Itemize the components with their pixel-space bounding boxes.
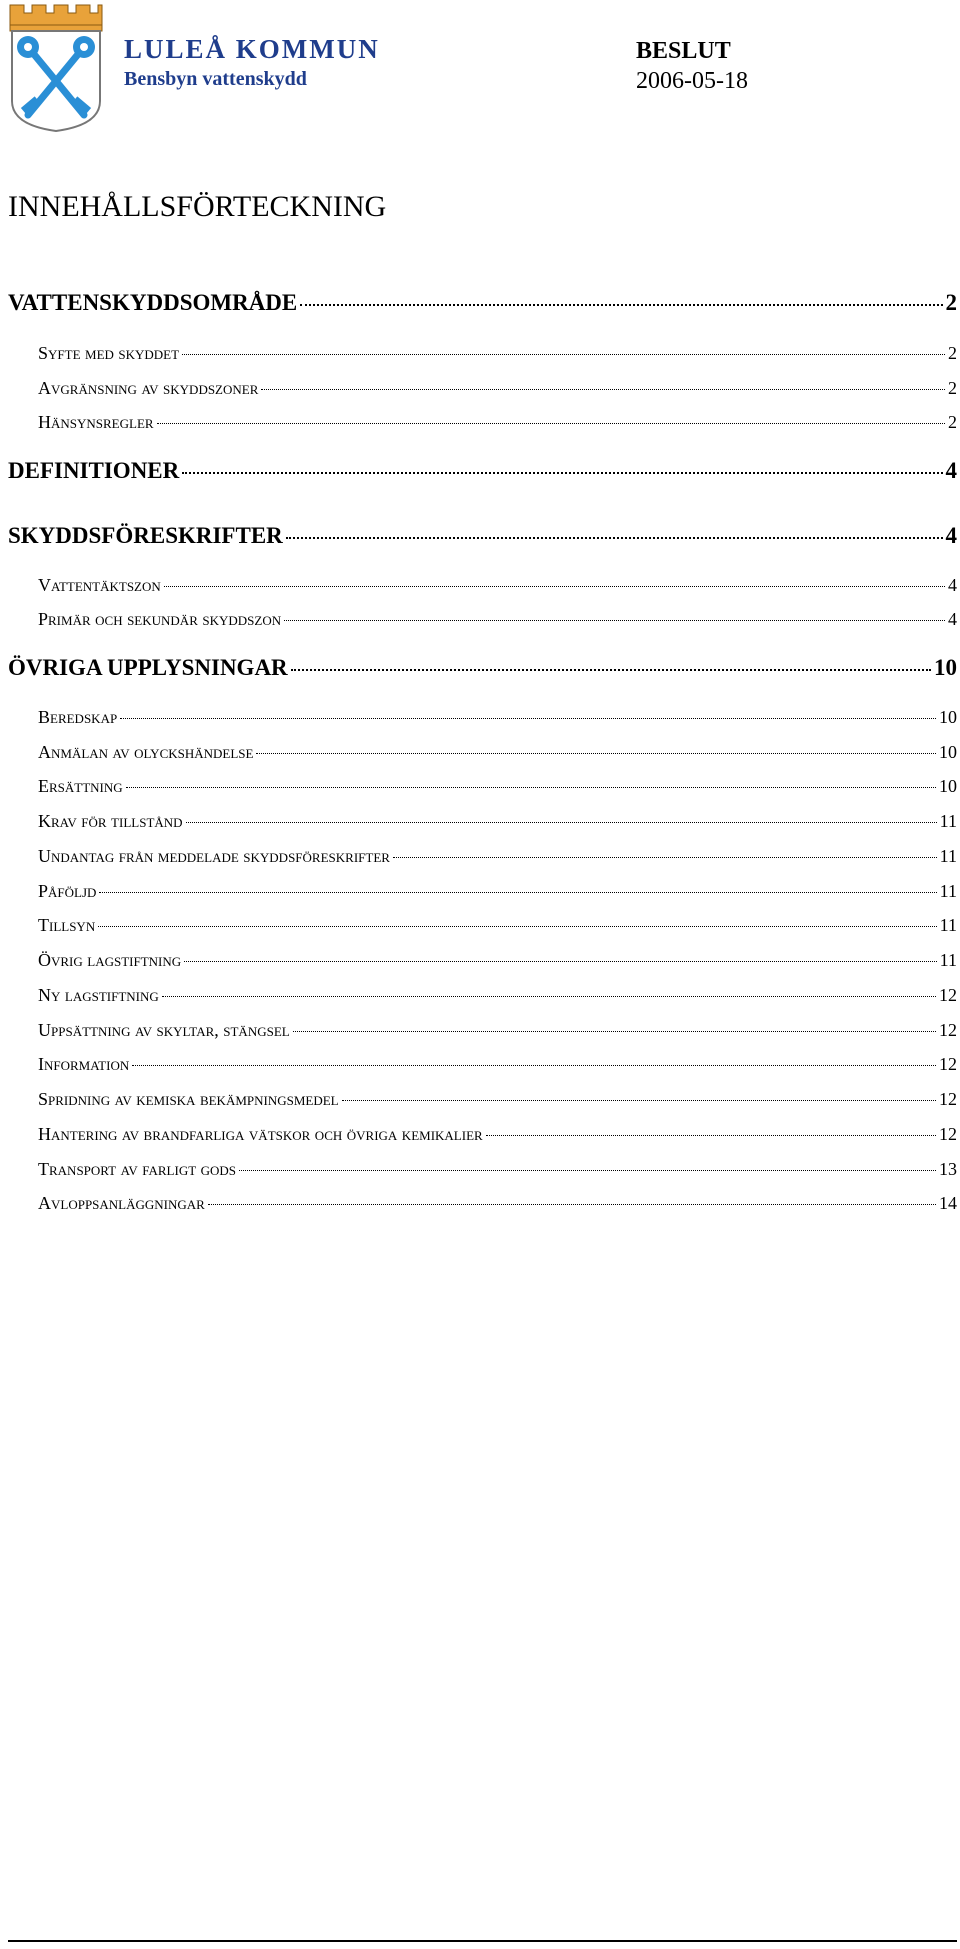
toc-entry-title: Tillsyn — [38, 915, 96, 935]
toc-heading: INNEHÅLLSFÖRTECKNING — [8, 190, 387, 223]
toc-entry[interactable] — [38, 846, 957, 867]
toc-entry-title: Övrig lagstiftning — [38, 950, 182, 970]
toc-entry-page: 11 — [939, 846, 957, 866]
toc-leader — [300, 304, 942, 306]
toc-entry-title: Syfte med skyddet — [38, 343, 180, 363]
toc-entry-title: Vattentäktszon — [38, 575, 161, 595]
toc-entry-page: 10 — [934, 655, 957, 680]
toc-leader — [164, 586, 945, 587]
toc-entry[interactable] — [8, 290, 957, 316]
toc-entry-title: Hantering av brandfarliga vätskor och övriga kemikalier — [38, 1124, 483, 1144]
toc-entry-page: 4 — [945, 523, 957, 548]
toc-leader — [284, 620, 945, 621]
toc-entry-page: 11 — [939, 950, 957, 970]
document-date: 2006-05-18 — [636, 68, 748, 94]
toc-entry-title: Beredskap — [38, 707, 118, 727]
toc-entry[interactable] — [38, 575, 957, 596]
toc-entry[interactable] — [8, 655, 957, 681]
toc-entry-title: Ny lagstiftning — [38, 985, 159, 1005]
toc-leader — [182, 472, 942, 474]
toc-entry-title: Transport av farligt gods — [38, 1159, 237, 1179]
toc-entry-title: VATTENSKYDDSOMRÅDE — [8, 290, 298, 315]
toc-leader — [98, 926, 936, 927]
toc-entry[interactable] — [38, 1124, 957, 1145]
toc-leader — [120, 718, 936, 719]
toc-entry-page: 2 — [945, 290, 957, 315]
toc-entry[interactable] — [38, 742, 957, 763]
toc-entry-page: 12 — [939, 1020, 957, 1040]
lulea-coat-of-arms-icon — [8, 3, 104, 133]
toc-entry-page: 12 — [939, 985, 957, 1005]
toc-leader — [486, 1135, 936, 1136]
toc-entry-page: 11 — [939, 915, 957, 935]
toc-entry[interactable] — [8, 458, 957, 484]
toc-leader — [132, 1065, 936, 1066]
toc-leader — [261, 389, 945, 390]
toc-entry-page: 14 — [939, 1193, 957, 1213]
toc-leader — [293, 1031, 936, 1032]
toc-entry-title: Uppsättning av skyltar, stängsel — [38, 1020, 290, 1040]
toc-leader — [239, 1170, 936, 1171]
toc-entry-page: 10 — [939, 776, 957, 796]
toc-entry-page: 10 — [939, 707, 957, 727]
toc-entry[interactable] — [38, 776, 957, 797]
toc-entry-page: 2 — [948, 378, 957, 398]
toc-entry[interactable] — [38, 985, 957, 1006]
toc-leader — [208, 1204, 936, 1205]
toc-entry-title: Primär och sekundär skyddszon — [38, 609, 282, 629]
toc-entry-title: DEFINITIONER — [8, 458, 180, 483]
toc-leader — [186, 822, 937, 823]
toc-entry-page: 2 — [948, 412, 957, 432]
toc-entry-title: Påföljd — [38, 881, 97, 901]
toc-leader — [182, 354, 945, 355]
toc-entry[interactable] — [38, 915, 957, 936]
toc-entry-title: Avgränsning av skyddszoner — [38, 378, 259, 398]
document-type: BESLUT — [636, 38, 731, 64]
toc-entry-page: 4 — [948, 575, 957, 595]
toc-leader — [393, 857, 937, 858]
toc-entry[interactable] — [38, 950, 957, 971]
toc-entry-title: Avloppsanläggningar — [38, 1193, 205, 1213]
toc-entry-page: 12 — [939, 1089, 957, 1109]
toc-entry-page: 12 — [939, 1054, 957, 1074]
toc-entry-page: 11 — [939, 881, 957, 901]
toc-entry[interactable] — [38, 609, 957, 630]
toc-entry-title: Anmälan av olyckshändelse — [38, 742, 254, 762]
toc-leader — [99, 892, 936, 893]
toc-entry[interactable] — [38, 343, 957, 364]
toc-leader — [184, 961, 936, 962]
toc-entry[interactable] — [38, 378, 957, 399]
toc-entry[interactable] — [38, 1054, 957, 1075]
toc-entry-title: SKYDDSFÖRESKRIFTER — [8, 523, 283, 548]
toc-leader — [157, 423, 945, 424]
toc-entry-page: 4 — [948, 609, 957, 629]
document-subtitle: Bensbyn vattenskydd — [124, 68, 307, 90]
toc-entry-page: 10 — [939, 742, 957, 762]
toc-entry-title: Information — [38, 1054, 130, 1074]
toc-entry[interactable] — [38, 1089, 957, 1110]
toc-entry-title: Ersättning — [38, 776, 123, 796]
toc-entry-page: 13 — [939, 1159, 957, 1179]
toc-leader — [256, 753, 936, 754]
toc-leader — [342, 1100, 936, 1101]
toc-entry-page: 11 — [939, 811, 957, 831]
toc-entry-page: 4 — [945, 458, 957, 483]
toc-entry[interactable] — [38, 1159, 957, 1180]
footer-divider — [8, 1940, 957, 1942]
toc-entry-title: Undantag från meddelade skyddsföreskrifter — [38, 846, 390, 866]
toc-leader — [126, 787, 936, 788]
toc-entry-title: ÖVRIGA UPPLYSNINGAR — [8, 655, 288, 680]
toc-entry[interactable] — [38, 811, 957, 832]
toc-entry-page: 12 — [939, 1124, 957, 1144]
organization-name: LULEÅ KOMMUN — [124, 34, 380, 64]
toc-entry[interactable] — [8, 523, 957, 549]
toc-entry[interactable] — [38, 1020, 957, 1041]
toc-entry-title: Krav för tillstånd — [38, 811, 183, 831]
toc-entry-title: Hänsynsregler — [38, 412, 154, 432]
toc-entry-title: Spridning av kemiska bekämpningsmedel — [38, 1089, 339, 1109]
toc-leader — [286, 537, 943, 539]
toc-leader — [291, 669, 931, 671]
toc-entry[interactable] — [38, 881, 957, 902]
toc-entry[interactable] — [38, 707, 957, 728]
toc-entry-page: 2 — [948, 343, 957, 363]
toc-leader — [162, 996, 936, 997]
toc-entry[interactable] — [38, 412, 957, 433]
toc-entry[interactable] — [38, 1193, 957, 1214]
